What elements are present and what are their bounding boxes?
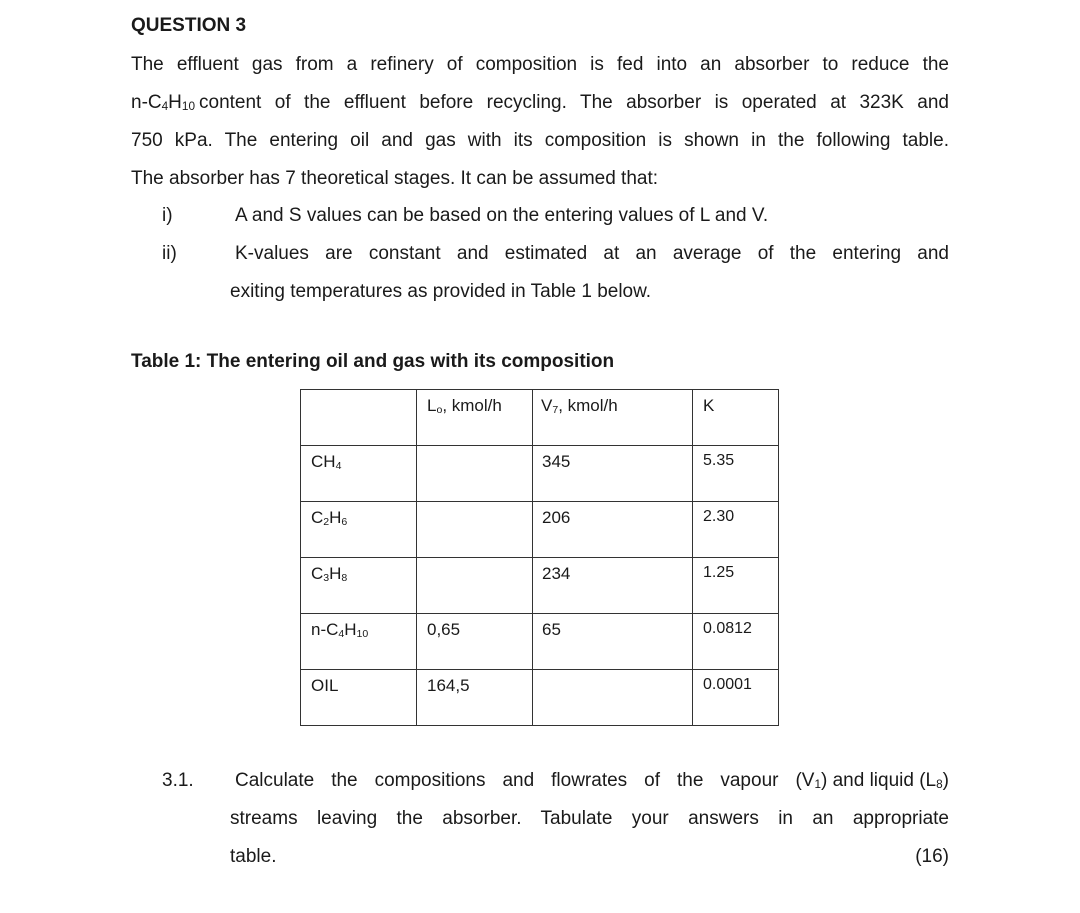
assumption-text-2: K-values are constant and estimated at an average of the entering and [235, 243, 949, 264]
cell-k: 5.35 [693, 446, 779, 502]
subquestion-number: 3.1. [162, 770, 194, 791]
cell-k: 0.0001 [693, 670, 779, 726]
cell-component: $C_3H_8$ [301, 558, 417, 614]
cell-component: OIL [301, 670, 417, 726]
intro-line-4: The absorber has 7 theoretical stages. It can be assumed that: [131, 168, 659, 189]
cell-k: 2.30 [693, 502, 779, 558]
header-cell-l0: $L_o$, kmol/h [417, 390, 533, 446]
cell-v7: 65 [533, 614, 693, 670]
cell-l0: 0,65 [417, 614, 533, 670]
table-title: Table 1: The entering oil and gas with its composition [131, 351, 615, 372]
cell-l0 [417, 558, 533, 614]
cell-l0: 164,5 [417, 670, 533, 726]
question-title: QUESTION 3 [131, 15, 247, 36]
subquestion-line-1: Calculate the compositions and flowrates of the vapour (V $_1$) and liquid $(L_8)$ [235, 770, 949, 792]
intro-line-3: 750 kPa. The entering oil and gas with its composition is shown in the following table. [131, 130, 949, 151]
table-row [301, 446, 779, 502]
marks-label: (16) [915, 846, 949, 867]
subquestion-line-3: table. [230, 846, 277, 867]
butane-formula: $n-C_4H_{10}$ [131, 92, 195, 114]
header-cell-component [301, 390, 417, 446]
table-row [301, 558, 779, 614]
subquestion-line-2: streams leaving the absorber. Tabulate your answers in an appropriate [230, 808, 949, 829]
cell-v7: 206 [533, 502, 693, 558]
assumption-text-2-cont: exiting temperatures as provided in Table 1 below. [230, 281, 652, 302]
table-row [301, 670, 779, 726]
composition-table [300, 389, 779, 726]
cell-component: $C_2H_6$ [301, 502, 417, 558]
table-body [301, 446, 779, 726]
assumption-text-1: A and S values can be based on the entering values of L and V. [235, 205, 769, 226]
cell-component: $CH_4$ [301, 446, 417, 502]
cell-v7 [533, 670, 693, 726]
table-row [301, 614, 779, 670]
header-cell-k: K [693, 390, 779, 446]
header-cell-v7: $V_7$, kmol/h [533, 390, 693, 446]
table-row [301, 502, 779, 558]
table-header-row [301, 390, 779, 446]
cell-v7: 345 [533, 446, 693, 502]
intro-line-2: $n-C_4H_{10}$ content of the effluent before recycling. The absorber is operated at 323K and [131, 84, 949, 122]
assumption-marker-2: ii) [162, 243, 177, 264]
cell-component: $n-C_4H_{10}$ [301, 614, 417, 670]
cell-l0 [417, 446, 533, 502]
assumption-marker-1: i) [162, 205, 173, 226]
cell-v7: 234 [533, 558, 693, 614]
cell-k: 1.25 [693, 558, 779, 614]
cell-l0 [417, 502, 533, 558]
cell-k: 0.0812 [693, 614, 779, 670]
intro-line-1: The effluent gas from a refinery of composition is fed into an absorber to reduce the [131, 54, 949, 75]
